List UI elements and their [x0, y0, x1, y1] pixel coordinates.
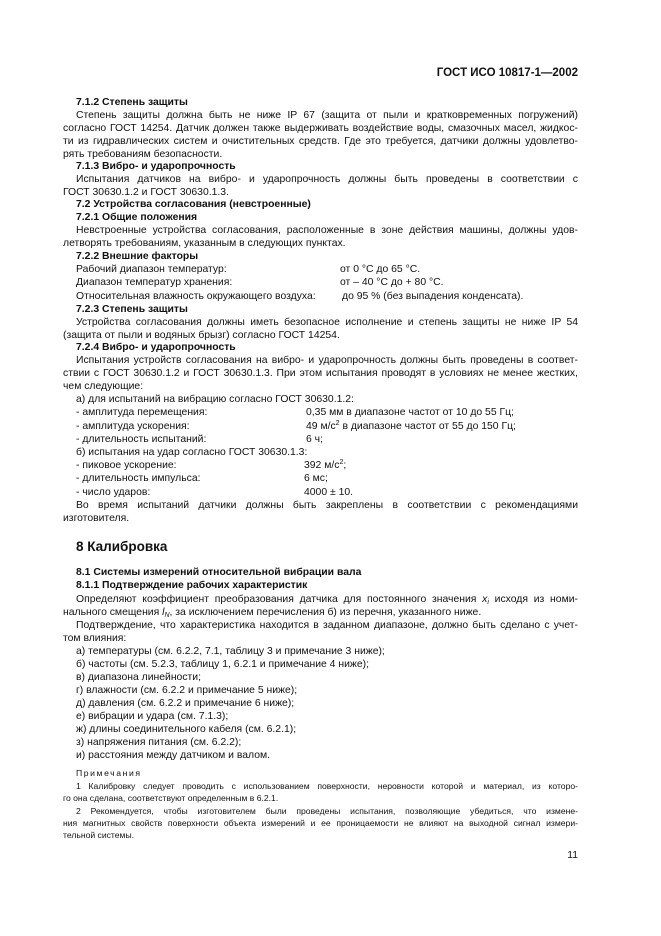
test-param-value: 0,35 мм в диапазоне частот от 10 до 55 Гц;: [306, 407, 514, 418]
vibration-test-intro: а) для испытаний на вибрацию согласно ГОСТ 30630.1.2:: [76, 394, 354, 405]
heading-7-2: 7.2 Устройства согласования (невстроенные): [76, 199, 311, 210]
paragraph-line: нального смещения $l_N$, за исключением перечисления б) из перечня, указанного ниже.: [63, 607, 482, 619]
paragraph-line: ГОСТ 30630.1.2 и ГОСТ 30630.1.3.: [63, 187, 229, 198]
notes-title: Примечания: [76, 768, 142, 778]
list-item: з) напряжения питания (см. 6.2.2);: [76, 737, 242, 748]
test-param-label: - длительность испытаний:: [76, 434, 207, 445]
paragraph-line: рять требованиям безопасности.: [63, 149, 223, 160]
note-line: го она сделана, соответствуют определенным в 6.2.1.: [63, 793, 279, 803]
heading-7-1-2: 7.1.2 Степень защиты: [76, 97, 188, 108]
paragraph-line: чем следующие:: [63, 381, 144, 392]
heading-7-2-1: 7.2.1 Общие положения: [76, 212, 198, 223]
paragraph-line: (защита от пыли и водяных брызг) согласно ГОСТ 14254.: [63, 330, 340, 341]
paragraph-line: Во время испытаний датчики должны быть закреплены в соответствии с рекомендациями: [76, 500, 578, 511]
note-line: 2 Рекомендуется, чтобы изготовителем были проведены испытания, позволяющие убедиться, что измене-: [76, 806, 578, 816]
list-item: б) частоты (см. 5.2.3, таблицу 1, 6.2.1 и примечание 4 ниже);: [76, 659, 369, 670]
heading-7-1-3: 7.1.3 Вибро- и ударопрочность: [76, 161, 236, 172]
note-line: тельной системы.: [63, 830, 135, 840]
heading-7-2-3: 7.2.3 Степень защиты: [76, 304, 188, 315]
paragraph-line: том влияния:: [63, 633, 127, 644]
test-param-value: 6 ч;: [306, 434, 323, 445]
test-param-value: 49 $м/с^2$ в диапазоне частот от 55 до 150 Гц;: [306, 420, 516, 432]
paragraph-line: Испытания устройств согласования на вибро- и ударопрочность должны быть проведены в соответ-: [76, 355, 578, 366]
paragraph-line: изготовителя.: [63, 513, 130, 524]
test-param-label: - амплитуда перемещения:: [76, 407, 208, 418]
test-param-label: - длительность импульса:: [76, 473, 201, 484]
paragraph-line: летворять требованиям, указанным в следующих пунктах.: [63, 238, 346, 249]
env-label: Рабочий диапазон температур:: [76, 264, 227, 275]
list-item: а) температуры (см. 6.2.2, 7.1, таблицу 3 и примечание 3 ниже);: [76, 646, 385, 657]
env-value: до 95 % (без выпадения конденсата).: [342, 291, 524, 302]
test-param-value: 392 $м/с^2$;: [304, 459, 347, 471]
test-param-label: - число ударов:: [76, 487, 151, 498]
paragraph-line: ствии с ГОСТ 30630.1.2 и ГОСТ 30630.1.3. При этом испытания проводят в условиях не менее жестких,: [63, 368, 578, 379]
heading-8-1-1: 8.1.1 Подтверждение рабочих характеристик: [76, 580, 308, 591]
test-param-value: 6 мс;: [304, 473, 328, 484]
page-number: 11: [567, 850, 578, 861]
list-item: в) диапазона линейности;: [76, 672, 201, 683]
list-item: г) влажности (см. 6.2.2 и примечание 5 ниже);: [76, 685, 298, 696]
test-param-value: 4000 ± 10.: [304, 487, 354, 498]
env-label: Относительная влажность окружающего воздуха:: [76, 291, 316, 302]
heading-7-2-2: 7.2.2 Внешние факторы: [76, 251, 199, 262]
paragraph-line: Определяют коэффициент преобразования датчика для постоянного значения $x_i$ исходя из номи-: [76, 594, 578, 606]
note-line: 1 Калибровку следует проводить с использованием поверхности, неровности которой и материал, из которо-: [76, 781, 578, 791]
paragraph-line: Подтверждение, что характеристика находится в заданном диапазоне, должно быть сделано с учет-: [76, 620, 578, 631]
list-item: ж) длины соединительного кабеля (см. 6.2.1);: [76, 724, 297, 735]
env-label: Диапазон температур хранения:: [76, 277, 233, 288]
section-8-title: 8 Калибровка: [76, 539, 168, 554]
paragraph-line: Степень защиты должна быть не ниже IP 67 (защита от пыли и кратковременных погружений): [76, 110, 578, 121]
env-value: от 0 °C до 65 °C.: [340, 264, 421, 275]
paragraph-line: ти из гидравлических систем и очистительных средств. Где это требуется, датчики должны удовлетво-: [63, 136, 578, 147]
list-item: е) вибрации и удара (см. 7.1.3);: [76, 711, 229, 722]
note-line: ния магнитных свойств поверхности объекта измерений и ее проницаемости не влияют на выходной сигнал измери-: [63, 818, 578, 828]
test-param-label: - амплитуда ускорения:: [76, 421, 190, 432]
env-value: от – 40 °C до + 80 °C.: [340, 277, 444, 288]
test-param-label: - пиковое ускорение:: [76, 460, 177, 471]
paragraph-line: Испытания датчиков на вибро- и ударопрочность должны быть проведены в соответствии с: [76, 174, 578, 185]
heading-8-1: 8.1 Системы измерений относительной вибрации вала: [76, 567, 362, 578]
list-item: д) давления (см. 6.2.2 и примечание 6 ниже);: [76, 698, 295, 709]
document-id-header: ГОСТ ИСО 10817-1—2002: [436, 67, 578, 79]
paragraph-line: Устройства согласования должны иметь безопасное исполнение и степень защиты не ниже IP 54: [76, 317, 578, 328]
list-item: и) расстояния между датчиком и валом.: [76, 750, 271, 761]
shock-test-intro: б) испытания на удар согласно ГОСТ 30630.1.3:: [76, 447, 308, 458]
heading-7-2-4: 7.2.4 Вибро- и ударопрочность: [76, 342, 236, 353]
paragraph-line: Невстроенные устройства согласования, расположенные в зоне действия машины, должны удов-: [76, 225, 578, 236]
paragraph-line: согласно ГОСТ 14254. Датчик должен также выдерживать воздействие воды, смазочных масел, жидкос-: [63, 123, 578, 134]
